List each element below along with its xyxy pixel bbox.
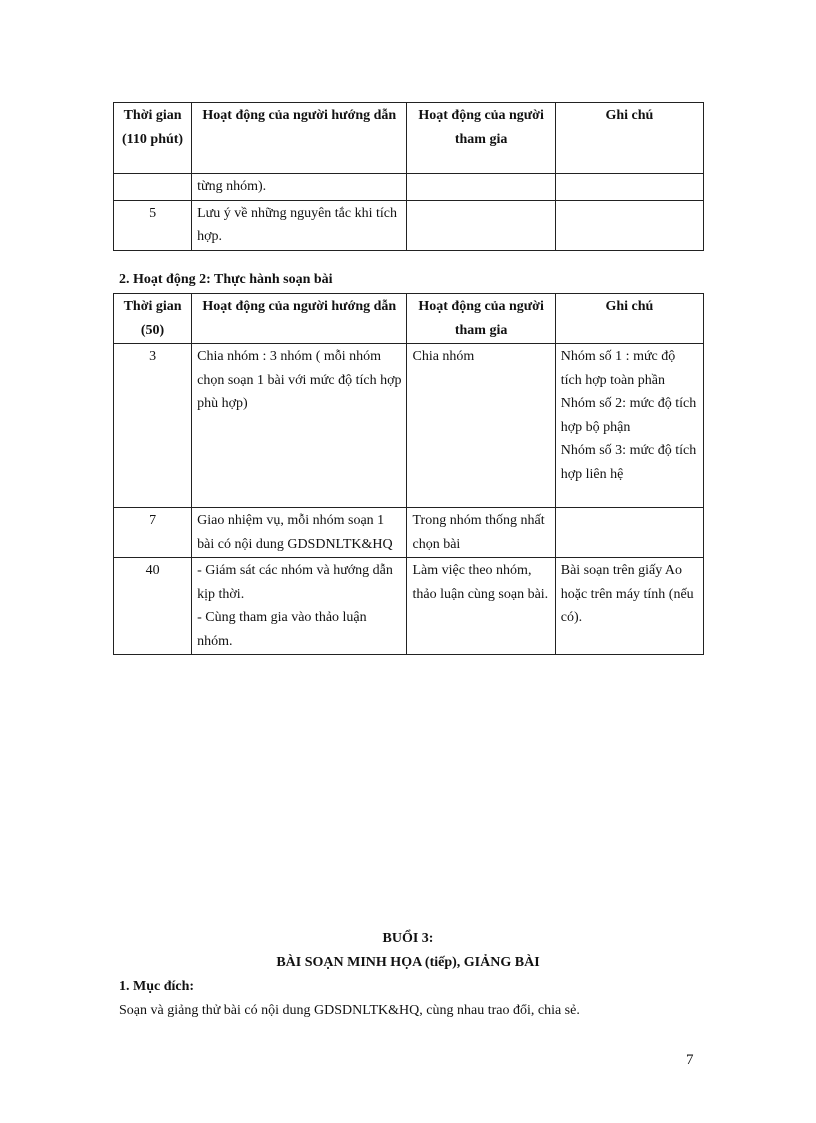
header-participant-activity: Hoạt động của người tham gia [407,294,555,344]
page-number: 7 [686,1052,694,1068]
section-heading-purpose: 1. Mục đích: [119,979,195,994]
cell-time: 3 [114,344,192,508]
session-title: BUỔI 3: [382,931,434,946]
cell-notes [555,174,703,201]
cell-instructor: Chia nhóm : 3 nhóm ( mỗi nhóm chọn soạn 1 bài với mức độ tích hợp phù hợp) [192,344,407,508]
header-notes: Ghi chú [555,103,703,174]
cell-time: 5 [114,200,192,250]
purpose-paragraph: Soạn và giảng thử bài có nội dung GDSDNLTK&HQ, cùng nhau trao đổi, chia sẻ. [119,1003,580,1018]
cell-instructor: - Giám sát các nhóm và hướng dẫn kịp thời. - Cùng tham gia vào thảo luận nhóm. [192,558,407,655]
header-participant-activity: Hoạt động của người tham gia [407,103,555,174]
table-row [114,200,704,250]
table-row [114,344,704,508]
cell-participant [407,174,555,201]
cell-participant: Trong nhóm thống nhất chọn bài [407,508,555,558]
header-instructor-activity: Hoạt động của người hướng dẫn [192,294,407,344]
header-time: Thời gian (50) [114,294,192,344]
cell-instructor: Giao nhiệm vụ, mỗi nhóm soạn 1 bài có nội dung GDSDNLTK&HQ [192,508,407,558]
cell-instructor: Lưu ý về những nguyên tắc khi tích hợp. [192,200,407,250]
section-heading-activity-2: 2. Hoạt động 2: Thực hành soạn bài [119,272,333,287]
table-header-row [114,103,704,174]
table-row [114,508,704,558]
header-time: Thời gian (110 phút) [114,103,192,174]
header-notes: Ghi chú [555,294,703,344]
activity-table-1 [113,102,704,251]
cell-notes: Nhóm số 1 : mức độ tích hợp toàn phần Nhóm số 2: mức độ tích hợp bộ phận Nhóm số 3: mức độ tích hợp liên hệ [555,344,703,508]
cell-time: 7 [114,508,192,558]
cell-time [114,174,192,201]
cell-participant [407,200,555,250]
table-row [114,558,704,655]
cell-participant: Chia nhóm [407,344,555,508]
table-row [114,174,704,201]
session-subtitle: BÀI SOẠN MINH HỌA (tiếp), GIẢNG BÀI [276,955,540,970]
cell-notes [555,200,703,250]
header-instructor-activity: Hoạt động của người hướng dẫn [192,103,407,174]
cell-notes [555,508,703,558]
cell-instructor: từng nhóm). [192,174,407,201]
table-header-row [114,294,704,344]
cell-notes: Bài soạn trên giấy Ao hoặc trên máy tính (nếu có). [555,558,703,655]
cell-time: 40 [114,558,192,655]
cell-participant: Làm việc theo nhóm, thảo luận cùng soạn bài. [407,558,555,655]
activity-table-2 [113,293,704,655]
